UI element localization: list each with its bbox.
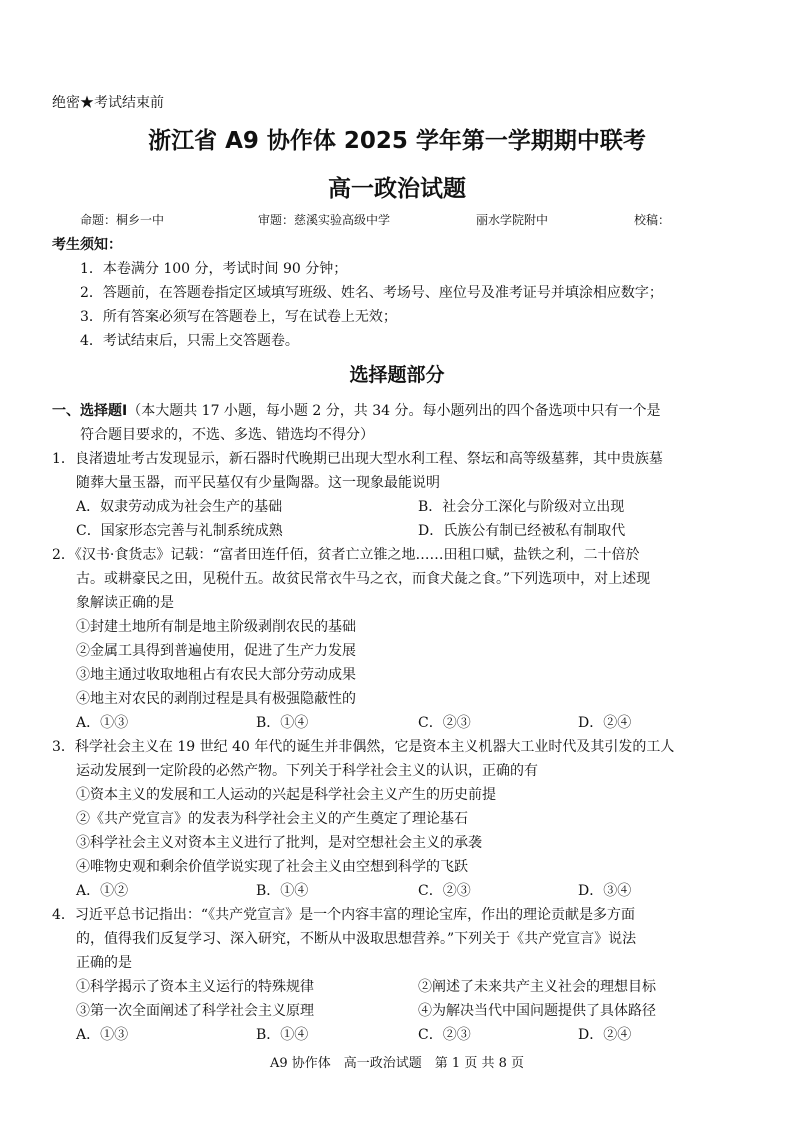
question-3-stem: 3．科学社会主义在 19 世纪 40 年代的诞生并非偶然，它是资本主义机器大工业时代及其引发的工人: [52, 739, 675, 755]
question-2-stem: 2．《汉书·食货志》记载：“富者田连仟佰，贫者亡立锥之地……田租口赋，盐铁之利，二十倍於: [52, 547, 640, 563]
question-4-stem: 正确的是: [76, 955, 132, 971]
subject-title: 高一政治试题: [328, 176, 466, 202]
credit-proofreader: 校稿：: [634, 213, 671, 227]
question-3-statement: ④唯物史观和剩余价值学说实现了社会主义由空想到科学的飞跃: [76, 859, 468, 875]
question-4-option-c[interactable]: C．②③: [418, 1027, 471, 1043]
question-2-statement: ③地主通过收取地租占有农民大部分劳动成果: [76, 667, 356, 683]
question-3-statement: ②《共产党宣言》的发表为科学社会主义的产生奠定了理论基石: [76, 811, 468, 827]
question-2-statement: ④地主对农民的剥削过程是具有极强隐蔽性的: [76, 691, 356, 707]
credit-reviewer-2: 丽水学院附中: [476, 213, 549, 227]
question-3-statement: ③科学社会主义对资本主义进行了批判，是对空想社会主义的承袭: [76, 835, 482, 851]
notice-item: 2．答题前，在答题卷指定区域填写班级、姓名、考场号、座位号及准考证号并填涂相应数字；: [80, 285, 663, 301]
part-description-cont: 符合题目要求的，不选、多选、错选均不得分）: [80, 427, 374, 443]
question-4-option-d[interactable]: D．②④: [578, 1027, 632, 1043]
notice-item: 4．考试结束后，只需上交答题卷。: [80, 333, 299, 349]
question-3-option-a[interactable]: A．①②: [76, 883, 129, 899]
question-2-option-a[interactable]: A．①③: [76, 715, 129, 731]
question-1-stem: 随葬大量玉器，而平民墓仅有少量陶器。这一现象最能说明: [76, 475, 440, 491]
question-1-option-d[interactable]: D．氏族公有制已经被私有制取代: [418, 523, 626, 539]
question-3-statement: ①资本主义的发展和工人运动的兴起是科学社会主义产生的历史前提: [76, 787, 496, 803]
question-4-statement: ④为解决当代中国问题提供了具体路径: [418, 1003, 656, 1019]
question-2-option-b[interactable]: B．①④: [256, 715, 309, 731]
part-instruction: [52, 400, 660, 420]
page-footer: A9 协作体 高一政治试题 第 1 页 共 8 页: [270, 1056, 524, 1071]
question-2-stem: 古。或耕豪民之田，见税什五。故贫民常衣牛马之衣，而食犬彘之食。”下列选项中，对上述现: [76, 571, 651, 587]
notice-item: 3．所有答案必须写在答题卷上，写在试卷上无效；: [80, 309, 397, 325]
credit-setter: 命题：桐乡一中: [80, 213, 165, 227]
question-2-statement: ②金属工具得到普遍使用，促进了生产力发展: [76, 643, 356, 659]
question-1-option-c[interactable]: C．国家形态完善与礼制系统成熟: [76, 523, 283, 539]
question-1-stem: 1．良渚遗址考古发现显示，新石器时代晚期已出现大型水利工程、祭坛和高等级墓葬，其中贵族墓: [52, 451, 663, 467]
question-3-option-d[interactable]: D．③④: [578, 883, 632, 899]
notice-heading: 考生须知：: [52, 237, 122, 253]
question-2-option-d[interactable]: D．②④: [578, 715, 632, 731]
question-3-option-c[interactable]: C．②③: [418, 883, 471, 899]
question-2-stem: 象解读正确的是: [76, 595, 174, 611]
notice-item: 1．本卷满分 100 分，考试时间 90 分钟；: [80, 261, 348, 277]
question-3-option-b[interactable]: B．①④: [256, 883, 309, 899]
question-4-stem: 4．习近平总书记指出：“《共产党宣言》是一个内容丰富的理论宝库，作出的理论贡献是多方面: [52, 907, 636, 923]
question-4-option-b[interactable]: B．①④: [256, 1027, 309, 1043]
question-2-option-c[interactable]: C．②③: [418, 715, 471, 731]
part-label: 一、选择题Ⅰ: [52, 403, 128, 419]
part-description: （本大题共 17 小题，每小题 2 分，共 34 分。每小题列出的四个备选项中只有一个是: [127, 403, 661, 419]
question-4-statement: ①科学揭示了资本主义运行的特殊规律: [76, 979, 314, 995]
question-2-statement: ①封建土地所有制是地主阶级剥削农民的基础: [76, 619, 356, 635]
question-4-statement: ②阐述了未来共产主义社会的理想目标: [418, 979, 656, 995]
confidential-mark: 绝密★考试结束前: [52, 95, 164, 111]
question-1-option-b[interactable]: B．社会分工深化与阶级对立出现: [418, 499, 625, 515]
question-4-stem: 的，值得我们反复学习、深入研究，不断从中汲取思想营养。”下列关于《共产党宣言》说法: [76, 931, 637, 947]
credit-reviewer-1: 审题：慈溪实验高级中学: [258, 213, 391, 227]
question-1-option-a[interactable]: A．奴隶劳动成为社会生产的基础: [76, 499, 283, 515]
question-3-stem: 运动发展到一定阶段的必然产物。下列关于科学社会主义的认识，正确的有: [76, 763, 538, 779]
exam-title: 浙江省 A9 协作体 2025 学年第一学期期中联考: [148, 128, 646, 154]
section-heading: 选择题部分: [349, 364, 445, 386]
question-4-statement: ③第一次全面阐述了科学社会主义原理: [76, 1003, 314, 1019]
question-4-option-a[interactable]: A．①③: [76, 1027, 129, 1043]
